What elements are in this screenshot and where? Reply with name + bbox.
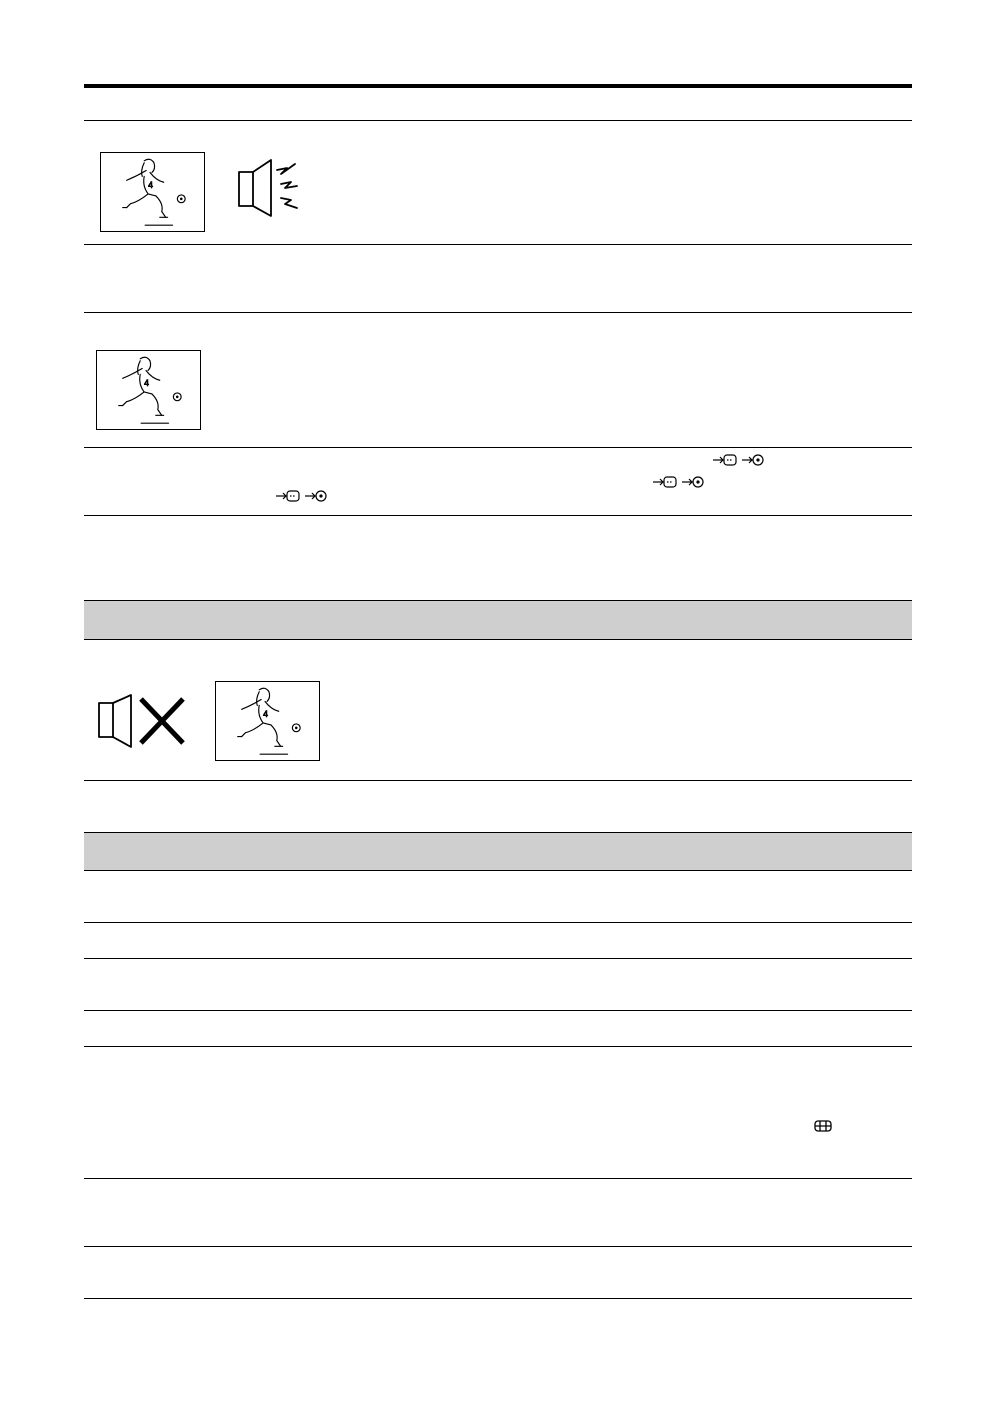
section-header-band [84,832,912,871]
speaker-noise-icon [237,156,309,218]
table-row-divider [84,870,912,871]
table-row-divider [84,312,912,313]
table-row-divider [84,832,912,833]
header-rule [84,84,912,88]
table-row-divider [84,447,912,448]
table-row-divider [84,1046,912,1047]
input-jack-icon [652,475,706,489]
table-row-divider [84,1010,912,1011]
svg-text:4: 4 [144,378,150,389]
picture-freeze-icon [813,1119,833,1133]
table-row-divider [84,922,912,923]
table-row-divider [84,780,912,781]
table-row-divider [84,1246,912,1247]
input-jack-icon [712,453,766,467]
section-header-band [84,600,912,640]
table-row-divider [84,120,912,121]
table-row-divider [84,1178,912,1179]
table-row-divider [84,1298,912,1299]
input-jack-icon [273,489,331,503]
table-row-divider [84,958,912,959]
table-row-divider [84,600,912,601]
speaker-mute-cross-icon [97,693,189,749]
tv-screen-soccer-player-icon [100,152,205,232]
tv-screen-soccer-player-icon [215,681,320,761]
table-row-divider [84,244,912,245]
table-row-divider [84,515,912,516]
svg-text:4: 4 [148,180,154,191]
tv-screen-soccer-player-icon [96,350,201,430]
table-row-divider [84,639,912,640]
svg-text:4: 4 [263,709,269,720]
